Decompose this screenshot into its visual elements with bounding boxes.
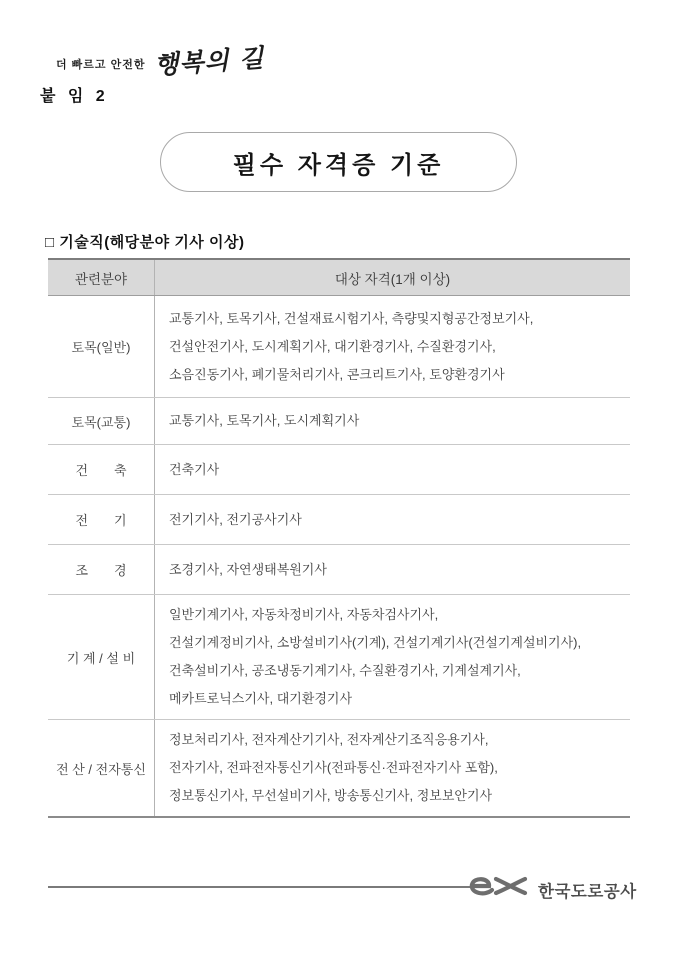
- cert-line: 메카트로닉스기사, 대기환경기사: [169, 691, 353, 706]
- table-row: [48, 398, 630, 445]
- cert-line: 건축설비기사, 공조냉동기계기사, 수질환경기사, 기계설계기사,: [169, 663, 521, 678]
- cert-line: 건축기사: [169, 461, 220, 477]
- column-header-certs: 대상 자격(1개 이상): [334, 271, 451, 287]
- certs-cell: [155, 720, 630, 816]
- brand-slogan: [56, 42, 264, 78]
- cert-line: 교통기사, 토목기사, 건설재료시험기사, 측량및지형공간정보기사,: [169, 310, 534, 326]
- certs-cell: [155, 445, 630, 494]
- table-row: [48, 720, 630, 816]
- certs-cell: [155, 595, 630, 719]
- category-cell: 조 경: [48, 545, 155, 594]
- certifications-table: [48, 258, 630, 818]
- ex-logo-icon: [467, 871, 531, 901]
- category-cell: 토목(교통): [48, 398, 155, 444]
- category-cell: 전 산 / 전자통신: [48, 720, 155, 816]
- company-name: 한국도로공사: [538, 883, 637, 901]
- category-cell: 전 기: [48, 495, 155, 544]
- table-row: [48, 545, 630, 595]
- cert-line: 정보통신기사, 무선설비기사, 방송통신기사, 정보보안기사: [169, 788, 493, 803]
- category-cell: 기 계 / 설 비: [48, 595, 155, 719]
- certs-cell: [155, 495, 630, 544]
- table-row: [48, 595, 630, 720]
- certs-cell: [155, 398, 630, 444]
- cert-line: 교통기사, 토목기사, 도시계획기사: [169, 413, 360, 428]
- slogan-prefix-text: 더 빠르고 안전한: [56, 59, 146, 71]
- table-header-row: [48, 260, 630, 296]
- footer-rule: [48, 886, 472, 888]
- cert-line: 소음진동기사, 폐기물처리기사, 콘크리트기사, 토양환경기사: [169, 366, 505, 382]
- title-box: [160, 132, 517, 192]
- cert-line: 건설안전기사, 도시계획기사, 대기환경기사, 수질환경기사,: [169, 338, 496, 354]
- table-row: [48, 296, 630, 398]
- cert-line: 조경기사, 자연생태복원기사: [169, 561, 327, 577]
- column-header-category: 관련분야: [48, 260, 155, 295]
- section-heading: □ 기술직(해당분야 기사 이상): [45, 234, 245, 251]
- table-row: [48, 495, 630, 545]
- cert-line: 정보처리기사, 전자계산기기사, 전자계산기조직응용기사,: [169, 732, 489, 747]
- category-cell: 건 축: [48, 445, 155, 494]
- cert-line: 전기기사, 전기공사기사: [169, 511, 302, 527]
- page-title: 필수 자격증 기준: [232, 151, 445, 179]
- certs-cell: [155, 296, 630, 397]
- table-row: [48, 445, 630, 495]
- slogan-calligraphy-text: 행복의 길: [152, 43, 265, 80]
- cert-line: 건설기계정비기사, 소방설비기사(기계), 건설기계기사(건설기계설비기사),: [169, 635, 582, 650]
- attachment-label: 붙 임 2: [40, 88, 109, 105]
- cert-line: 전자기사, 전파전자통신기사(전파통신·전파전자기사 포함),: [169, 760, 498, 775]
- cert-line: 일반기계기사, 자동차정비기사, 자동차검사기사,: [169, 607, 439, 622]
- certs-cell: [155, 545, 630, 594]
- category-cell: 토목(일반): [48, 296, 155, 397]
